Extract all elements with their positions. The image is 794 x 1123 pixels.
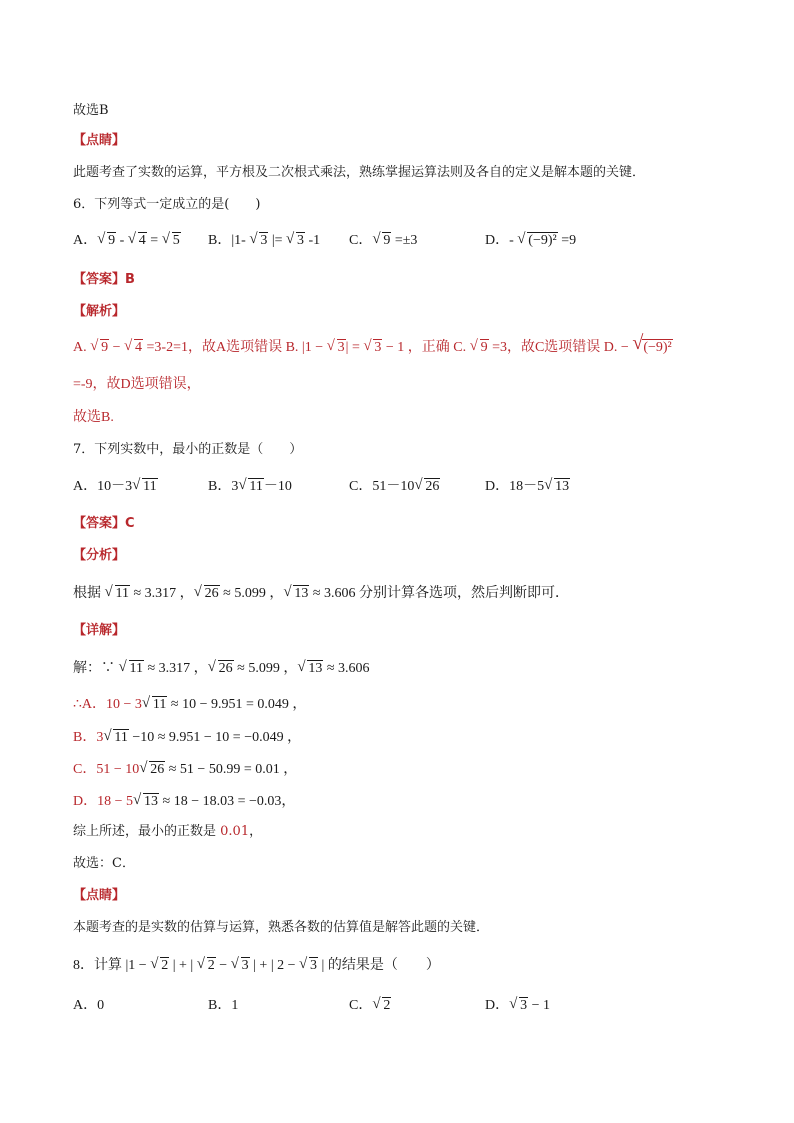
summary-7: 本题考查的是实数的估算与运算，熟悉各数的估算值是解答此题的关键． — [73, 920, 490, 935]
detail-7-option-d: D．18 − 5√ 13 ≈ 18 − 18.03 = −0.03， — [73, 792, 734, 812]
sqrt-icon: √ 3 — [364, 338, 382, 358]
sqrt-icon: √ 2 — [198, 956, 216, 976]
question-6-stem: 6．下列等式一定成立的是( ) — [73, 197, 261, 212]
sqrt-icon: √ 11 — [104, 728, 128, 748]
answer-6: 【答案】B — [73, 272, 135, 287]
sqrt-icon: √ 13 — [284, 584, 309, 604]
option-d: D．- √ (−9)² =9 — [485, 231, 576, 251]
sqrt-icon: √ 4 — [129, 231, 147, 251]
sqrt-icon: √ 9 — [98, 231, 116, 251]
question-7-stem: 7．下列实数中，最小的正数是（ ） — [73, 442, 303, 457]
option-b: B．|1- √ 3 |= √ 3 -1 — [208, 231, 320, 251]
detail-7-summary: 综上所述，最小的正数是 0.01， — [73, 824, 263, 839]
sqrt-icon: √ 13 — [545, 477, 570, 497]
sqrt-icon: √ 26 — [209, 659, 234, 679]
sqrt-icon: √ 13 — [298, 659, 323, 679]
sqrt-icon: √ 26 — [195, 584, 220, 604]
section-tag-dianjing-7: 【点睛】 — [73, 888, 126, 903]
section-tag-xiangjie: 【详解】 — [73, 623, 126, 638]
sqrt-icon: √ 11 — [120, 659, 144, 679]
option-c: C．51－10√ 26 — [349, 477, 440, 497]
sqrt-icon: √ 2 — [151, 956, 169, 976]
sqrt-icon: √ 5 — [163, 231, 181, 251]
smallest-positive-value: 0.01 — [220, 824, 250, 839]
sqrt-icon: √ 3 — [510, 996, 528, 1016]
sqrt-icon: √ 9 — [471, 338, 489, 358]
sqrt-icon: √ 4 — [125, 338, 143, 358]
explanation-6-line3: 故选B. — [73, 410, 114, 425]
section-tag-fenxi: 【分析】 — [73, 548, 126, 563]
sqrt-icon: √ 3 — [328, 338, 346, 358]
analysis-7: 根据 √ 11 ≈ 3.317 ，√ 26 ≈ 5.099 ，√ 13 ≈ 3.606 分别计算各选项，然后判断即可． — [73, 584, 734, 604]
summary-line: 此题考查了实数的运算，平方根及二次根式乘法，熟练掌握运算法则及各自的定义是解本题的关键． — [73, 165, 646, 180]
section-tag-dianjing: 【点睛】 — [73, 133, 126, 148]
sqrt-icon: √ 11 — [239, 477, 263, 497]
sqrt-icon: √ 3 — [232, 956, 250, 976]
sqrt-icon: √ 3 — [287, 231, 305, 251]
sqrt-icon: √ 26 — [415, 477, 440, 497]
detail-7-option-a: ∴A．10 − 3√ 11 ≈ 10 − 9.951 = 0.049 ， — [73, 695, 734, 715]
option-a: A．√ 9 - √ 4 = √ 5 — [73, 231, 181, 251]
detail-7-choice: 故选：C． — [73, 856, 135, 871]
sqrt-icon: √ 13 — [134, 792, 159, 812]
option-d: D．√ 3 − 1 — [485, 996, 550, 1016]
detail-7-option-b: B．3√ 11 −10 ≈ 9.951 − 10 = −0.049 ， — [73, 728, 734, 748]
explanation-6-line1: A. √ 9 − √ 4 =3-2=1，故A选项错误 B. |1 − √ 3| = √ 3 − 1 ，正确 C. √ 9 =3，故C选项错误 D. − √ (−9)² — [73, 338, 734, 358]
option-c: C．√ 2 — [349, 996, 391, 1016]
option-a: A．0 — [73, 998, 105, 1013]
conclusion-line: 故选B — [73, 103, 109, 118]
sqrt-icon: √ 26 — [140, 760, 165, 780]
sqrt-icon: √ 11 — [143, 695, 167, 715]
answer-7: 【答案】C — [73, 516, 135, 531]
option-c: C．√ 9 =±3 — [349, 231, 417, 251]
sqrt-icon: √ 9 — [373, 231, 391, 251]
sqrt-icon: √ 11 — [133, 477, 157, 497]
option-a: A．10－3√ 11 — [73, 477, 158, 497]
sqrt-icon: √ 3 — [300, 956, 318, 976]
option-b: B．3√ 11－10 — [208, 477, 292, 497]
sqrt-icon: √ 11 — [106, 584, 130, 604]
explanation-6-line2: =-9，故D选项错误， — [73, 377, 201, 392]
option-b: B．1 — [208, 998, 239, 1013]
sqrt-icon: √ 3 — [250, 231, 268, 251]
sqrt-icon: √ 9 — [91, 338, 109, 358]
detail-7-option-c: C．51 − 10√ 26 ≈ 51 − 50.99 = 0.01 ， — [73, 760, 734, 780]
sqrt-icon: √ (−9)² — [633, 338, 672, 358]
option-d: D．18－5√ 13 — [485, 477, 570, 497]
question-8-stem: 8．计算 |1 − √ 2 | + | √ 2 − √ 3 | + | 2 − √ 3 | 的结果是（ ） — [73, 956, 734, 976]
sqrt-icon: √ 2 — [373, 996, 391, 1016]
detail-7-intro: 解：∵ √ 11 ≈ 3.317 ，√ 26 ≈ 5.099 ，√ 13 ≈ 3.606 — [73, 659, 734, 679]
section-tag-jiexi: 【解析】 — [73, 304, 126, 319]
sqrt-icon: √ (−9)² — [518, 231, 557, 251]
